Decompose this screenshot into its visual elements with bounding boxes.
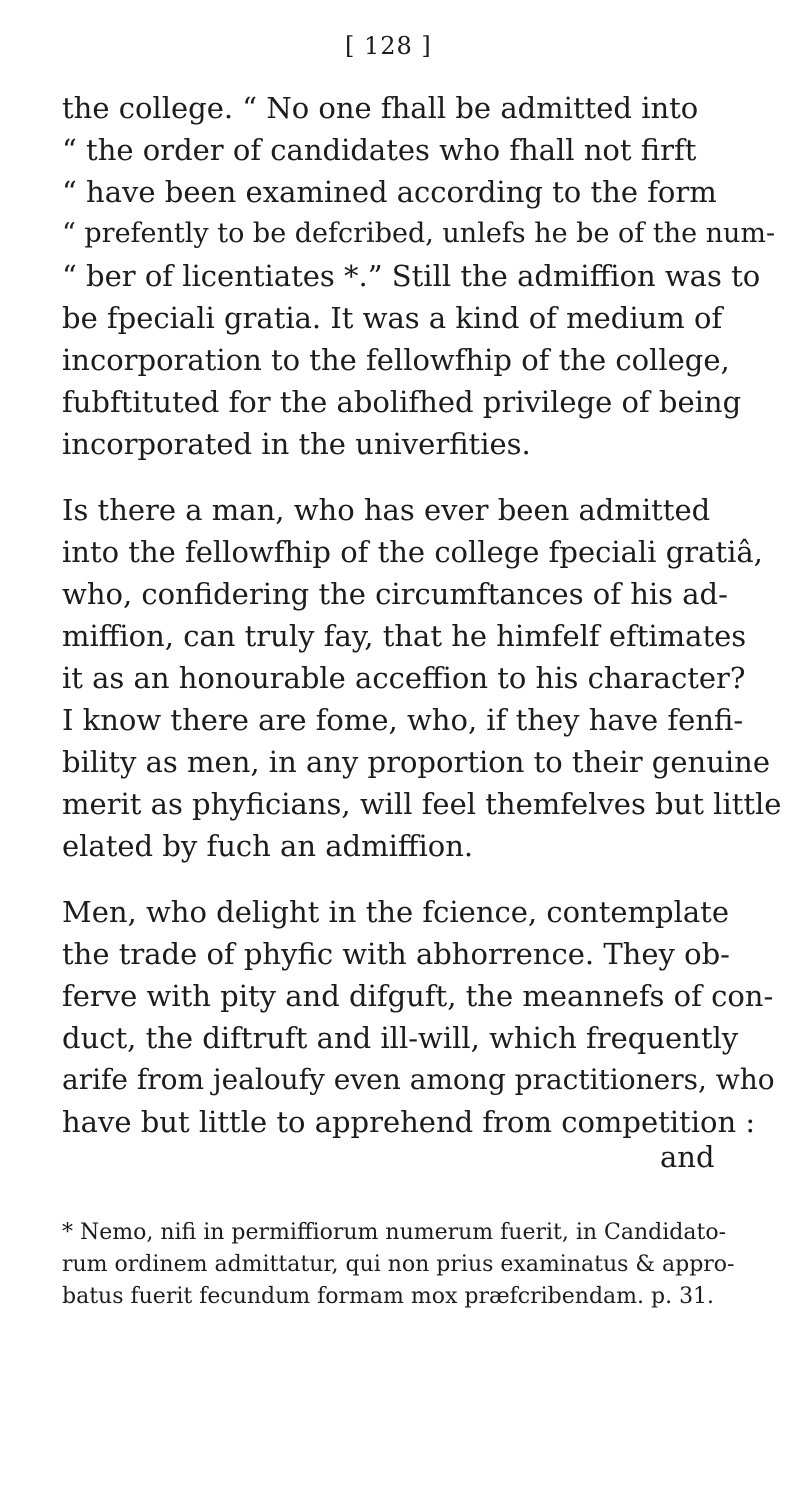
text-line: fubftituted for the abolifhed privilege of being: [62, 385, 742, 419]
text-line: “ prefently to be defcribed, unlefs he be of the num-: [62, 218, 776, 249]
text-line: “ the order of candidates who fhall not firft: [62, 133, 697, 167]
text-line: miffion, can truly fay, that he himfelf eftimates: [62, 619, 747, 653]
text-line: the trade of phyfic with abhorrence. They ob-: [62, 937, 730, 971]
text-line: ferve with pity and difguft, the meannefs of con-: [62, 979, 774, 1013]
text-line: be fpeciali gratia. It was a kind of medium of: [62, 301, 723, 335]
footnote-line: rum ordinem admittatur, qui non prius examinatus & appro-: [62, 1252, 735, 1277]
text-line: it as an honourable acceffion to his character?: [62, 661, 746, 695]
text-line: incorporation to the fellowfhip of the college,: [62, 343, 730, 377]
text-line: elated by fuch an admiffion.: [62, 829, 474, 863]
text-line: arife from jealoufy even among practitioners, who: [62, 1063, 775, 1096]
text-line: bility as men, in any proportion to their genuine: [62, 745, 770, 779]
text-line: merit as phyficians, will feel themfelves but little: [62, 787, 782, 821]
text-line: I know there are fome, who, if they have fenfi-: [62, 703, 744, 737]
text-line: “ have been examined according to the form: [62, 175, 717, 209]
page-number: [ 128 ]: [345, 32, 432, 60]
text-line: “ ber of licentiates *.” Still the admiffion was to: [62, 259, 761, 293]
text-line: into the fellowfhip of the college fpeciali gratiâ,: [62, 535, 763, 569]
footnote-line: * Nemo, nifi in permiffiorum numerum fuerit, in Candidato-: [62, 1220, 727, 1245]
text-line: have but little to apprehend from competition :: [62, 1105, 756, 1139]
catchword: and: [660, 1140, 715, 1174]
footnote-line: batus fuerit fecundum formam mox præfcribendam. p. 31.: [62, 1284, 715, 1309]
text-line: duct, the diftruft and ill-will, which frequently: [62, 1021, 739, 1055]
text-line: Is there a man, who has ever been admitted: [62, 493, 711, 527]
text-line: Men, who delight in the fcience, contemplate: [62, 895, 729, 929]
text-line: who, confidering the circumftances of his ad-: [62, 577, 728, 611]
text-line: incorporated in the univerfities.: [62, 427, 531, 461]
text-line: the college. “ No one fhall be admitted into: [62, 91, 699, 125]
